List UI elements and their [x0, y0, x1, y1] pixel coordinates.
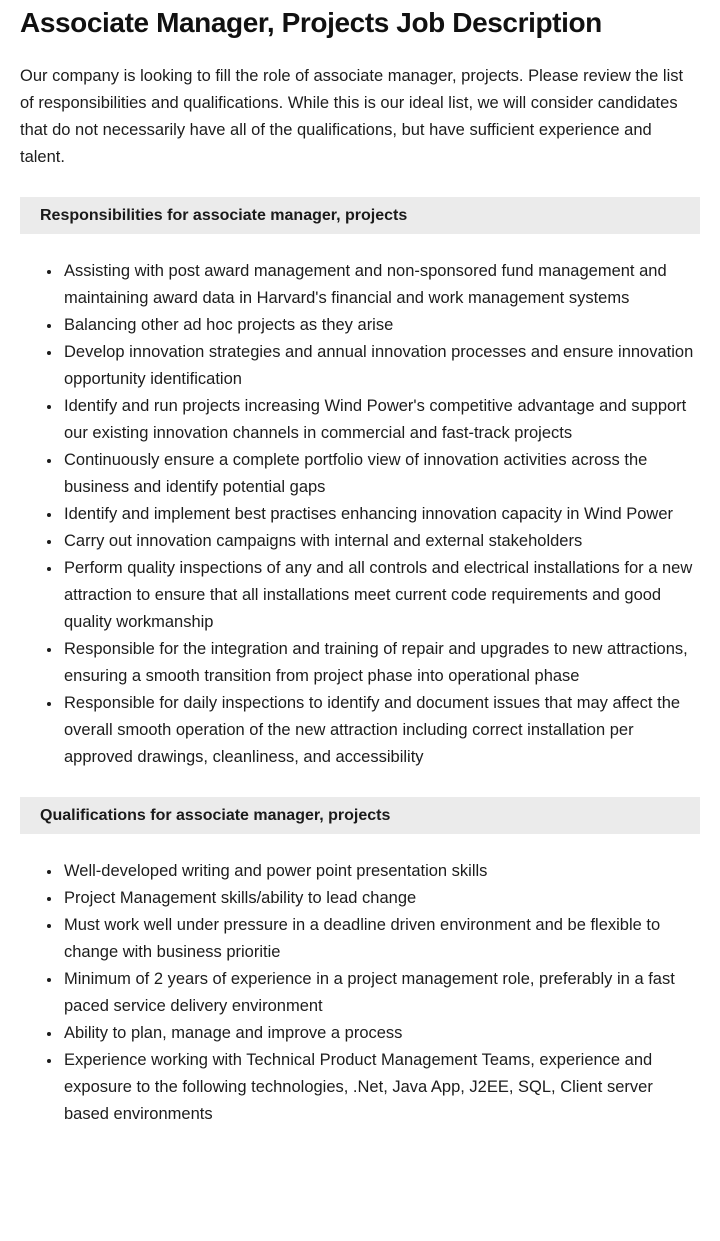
list-item: • Must work well under pressure in a deadline driven environment and be flexible to change with business prioritie	[62, 912, 700, 966]
list-item: • Assisting with post award management and non-sponsored fund management and maintaining award data in Harvard's financial and work management systems	[62, 258, 700, 312]
list-item: • Develop innovation strategies and annual innovation processes and ensure innovation opportunity identification	[62, 339, 700, 393]
list-item: • Responsible for the integration and training of repair and upgrades to new attractions, ensuring a smooth transition from project phase into operational phase	[62, 636, 700, 690]
list-item: • Continuously ensure a complete portfolio view of innovation activities across the business and identify potential gaps	[62, 447, 700, 501]
list-item: • Well-developed writing and power point presentation skills	[62, 858, 700, 885]
list-item: • Experience working with Technical Product Management Teams, experience and exposure to the following technologies, .Net, Java App, J2EE, SQL, Client server based environments	[62, 1047, 700, 1128]
intro-paragraph: Our company is looking to fill the role of associate manager, projects. Please review the list of responsibilities and qualifications. While this is our ideal list, we will consider candidates that do not necessarily have all of the qualifications, but have sufficient experience and talent.	[20, 67, 684, 166]
list-item: • Minimum of 2 years of experience in a project management role, preferably in a fast paced service delivery environment	[62, 966, 700, 1020]
list-item: • Project Management skills/ability to lead change	[62, 885, 700, 912]
list-item: • Ability to plan, manage and improve a process	[62, 1020, 700, 1047]
list-item: • Balancing other ad hoc projects as they arise	[62, 312, 700, 339]
section-header-0: Responsibilities for associate manager, projects	[20, 197, 700, 234]
list-item: • Identify and implement best practises enhancing innovation capacity in Wind Power	[62, 501, 700, 528]
section-list-1	[20, 858, 700, 1128]
list-item: • Responsible for daily inspections to identify and document issues that may affect the overall smooth operation of the new attraction including correct installation per approved drawings, cleanliness, and accessibility	[62, 690, 700, 771]
section-list-0	[20, 258, 700, 771]
list-item: • Perform quality inspections of any and all controls and electrical installations for a new attraction to ensure that all installations meet current code requirements and good quality workmanship	[62, 555, 700, 636]
page-title: Associate Manager, Projects Job Description	[20, 7, 602, 38]
list-item: • Identify and run projects increasing Wind Power's competitive advantage and support our existing innovation channels in commercial and fast-track projects	[62, 393, 700, 447]
sections-container	[20, 197, 700, 1128]
section-header-1: Qualifications for associate manager, projects	[20, 797, 700, 834]
list-item: • Carry out innovation campaigns with internal and external stakeholders	[62, 528, 700, 555]
